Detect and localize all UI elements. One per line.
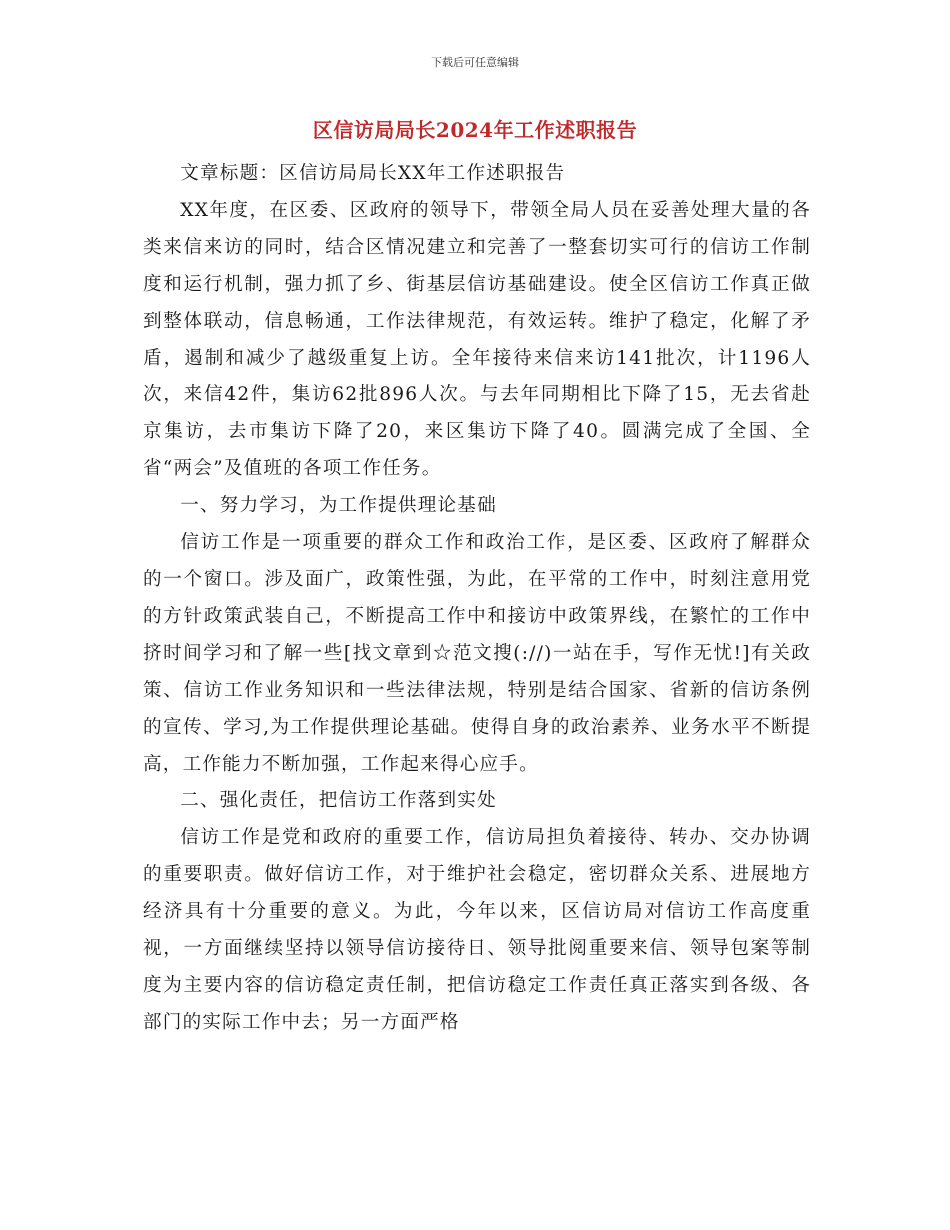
article-title-line: 文章标题：区信访局局长XX年工作述职报告: [180, 163, 566, 184]
section-paragraph-1: 信访工作是一项重要的群众工作和政治工作，是区委、区政府了解群众的一个窗口。涉及面广，政策性强，为此，在平常的工作中，时刻注意用党的方针政策武装自己，不断提高工作中和接访中政策界线，在繁忙的工作中挤时间学习和了解一些[找文章到☆范文搜(://)一站在手，写作无忧!]有关政策、信访工作业务知识和一些法律法规，特别是结合国家、省新的信访条例的宣传、学习,为工作提供理论基础。使得自身的政治素养、业务水平不断提高，工作能力不断加强，工作起来得心应手。: [143, 532, 811, 775]
document-title: 区信访局局长2024年工作述职报告: [312, 118, 638, 142]
section-heading-2: 二、强化责任，把信访工作落到实处: [180, 790, 497, 812]
intro-paragraph: XX年度，在区委、区政府的领导下，带领全局人员在妥善处理大量的各类来信来访的同时，结合区情况建立和完善了一整套切实可行的信访工作制度和运行机制，强力抓了乡、街基层信访基础建设。使全区信访工作真正做到整体联动，信息畅通，工作法律规范，有效运转。维护了稳定，化解了矛盾，遏制和减少了越级重复上访。全年接待来信来访141批次，计1196人次，来信42件，集访62批896人次。与去年同期相比下降了15，无去省赴京集访，去市集访下降了20，来区集访下降了40。圆满完成了全国、全省“两会”及值班的各项工作任务。: [143, 199, 811, 480]
section-heading-1: 一、努力学习，为工作提供理论基础: [180, 495, 497, 517]
section-paragraph-2: 信访工作是党和政府的重要工作，信访局担负着接待、转办、交办协调的重要职责。做好信访工作，对于维护社会稳定，密切群众关系、进展地方经济具有十分重要的意义。为此，今年以来，区信访局对信访工作高度重视，一方面继续坚持以领导信访接待日、领导批阅重要来信、领导包案等制度为主要内容的信访稳定责任制，把信访稳定工作责任真正落实到各级、各部门的实际工作中去；另一方面严格: [143, 827, 811, 1033]
document-body: [143, 156, 811, 1042]
header-note: 下载后可任意编辑: [431, 56, 519, 69]
